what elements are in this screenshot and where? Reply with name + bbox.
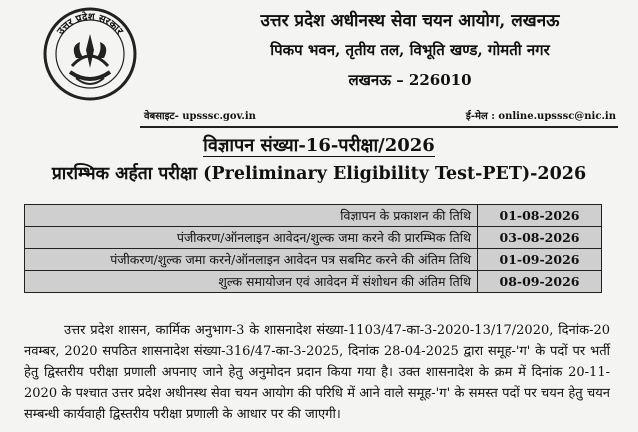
date-label: पंजीकरण/शुल्क जमा करने/ऑनलाइन आवेदन पत्र सबमिट करने की अंतिम तिथि: [25, 249, 478, 271]
logo-text: उत्तर प्रदेश सरकार: [55, 11, 125, 37]
header-divider: [140, 126, 618, 128]
email-link[interactable]: ई-मेल : online.upsssc@nic.in: [465, 111, 616, 122]
date-label: विज्ञापन के प्रकाशन की तिथि: [25, 205, 478, 227]
commission-city: लखनऊ – 226010: [348, 71, 472, 89]
date-value: 03-08-2026: [478, 227, 602, 249]
date-value: 01-09-2026: [478, 249, 602, 271]
table-row: [25, 227, 602, 249]
date-label: पंजीकरण/ऑनलाइन आवेदन/शुल्क जमा करने की प्रारम्भिक तिथि: [25, 227, 478, 249]
date-value: 08-09-2026: [478, 271, 602, 293]
website-link[interactable]: वेबसाइट- upsssc.gov.in: [144, 111, 256, 122]
body-paragraph: उत्तर प्रदेश शासन, कार्मिक अनुभाग-3 के शासनादेश संख्या-1103/47-का-3-2020-13/17/2020, दिनांक-20 नवम्बर, 2020 सपठित शासनादेश संख्या-316/47-का-3-2025, दिनांक 28-04-2025 द्वारा समूह-'ग' के पदों पर भर्ती हेतु द्विस्तरीय परीक्षा प्रणाली अपनाए जाने हेतु अनुमोदन प्रदान किया गया है। उक्त शासनादेश के क्रम में दिनांक 20-11-2020 के पश्चात उत्तर प्रदेश अधीनस्थ सेवा चयन आयोग की परिधि में आने वाले समूह-'ग' के समस्त पदों पर चयन हेतु चयन सम्बन्धी कार्यवाही द्विस्तरीय परीक्षा प्रणाली के आधार पर की जाएगी।: [24, 323, 610, 422]
exam-title: प्रारम्भिक अर्हता परीक्षा (Preliminary Eligibility Test-PET)-2026: [51, 164, 587, 184]
contact-line: [144, 108, 616, 124]
table-row: [25, 249, 602, 271]
advertisement-number: [0, 134, 638, 158]
commission-address: पिकप भवन, तृतीय तल, विभूति खण्ड, गोमती नगर: [270, 41, 550, 59]
svg-text:उत्तर प्रदेश सरकार: [55, 10, 125, 38]
date-value: 01-08-2026: [478, 205, 602, 227]
up-government-emblem-icon: [42, 6, 138, 102]
table-row: [25, 205, 602, 227]
table-row: [25, 271, 602, 293]
advertisement-number-text: विज्ञापन संख्या-16-परीक्षा/2026: [203, 135, 435, 156]
date-label: शुल्क समायोजन एवं आवेदन में संशोधन की अंतिम तिथि: [25, 271, 478, 293]
commission-title: उत्तर प्रदेश अधीनस्थ सेवा चयन आयोग, लखनऊ: [260, 11, 560, 31]
important-dates-table: [24, 204, 602, 293]
